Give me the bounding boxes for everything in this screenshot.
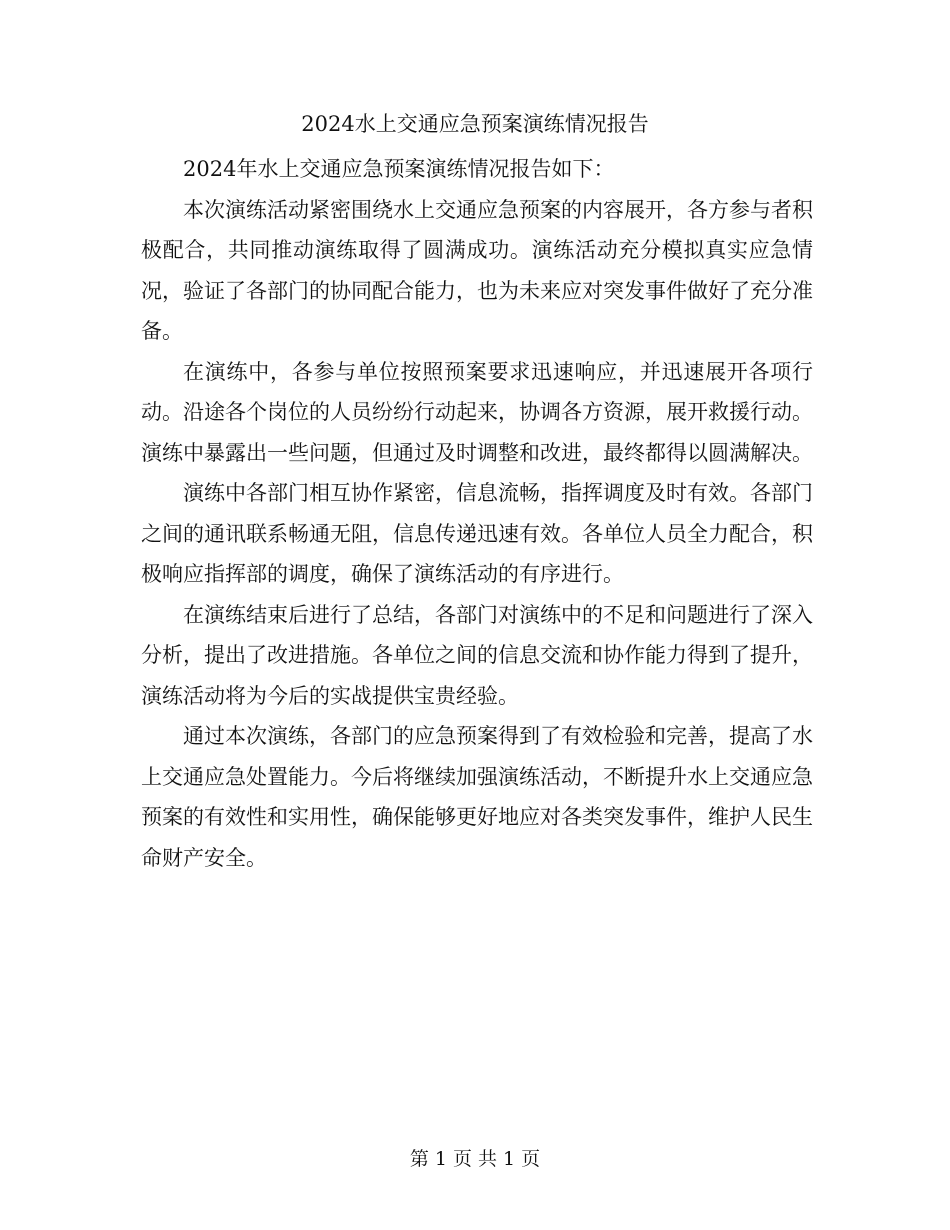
paragraph-overview: 本次演练活动紧密围绕水上交通应急预案的内容展开，各方参与者积极配合，共同推动演练取得了圆满成功。演练活动充分模拟真实应急情况，验证了各部门的协同配合能力，也为未来应对突发事件做好了充分准备。 (141, 197, 813, 343)
paragraph-coordination: 演练中各部门相互协作紧密，信息流畅，指挥调度及时有效。各部门之间的通讯联系畅通无阻，信息传递迅速有效。各单位人员全力配合，积极响应指挥部的调度，确保了演练活动的有序进行。 (141, 481, 813, 586)
document-title: 2024水上交通应急预案演练情况报告 (301, 112, 649, 136)
paragraph-intro: 2024年水上交通应急预案演练情况报告如下： (183, 157, 615, 181)
paragraph-conclusion: 通过本次演练，各部门的应急预案得到了有效检验和完善，提高了水上交通应急处置能力。今后将继续加强演练活动，不断提升水上交通应急预案的有效性和实用性，确保能够更好地应对各类突发事件，维护人民生命财产安全。 (141, 724, 813, 870)
paragraph-response: 在演练中，各参与单位按照预案要求迅速响应，并迅速展开各项行动。沿途各个岗位的人员纷纷行动起来，协调各方资源，展开救援行动。演练中暴露出一些问题，但通过及时调整和改进，最终都得以圆满解决。 (141, 359, 813, 465)
document-body (141, 149, 813, 878)
paragraph-summary: 在演练结束后进行了总结，各部门对演练中的不足和问题进行了深入分析，提出了改进措施。各单位之间的信息交流和协作能力得到了提升，演练活动将为今后的实战提供宝贵经验。 (141, 602, 813, 708)
page-number-footer: 第 1 页 共 1 页 (409, 1148, 541, 1170)
